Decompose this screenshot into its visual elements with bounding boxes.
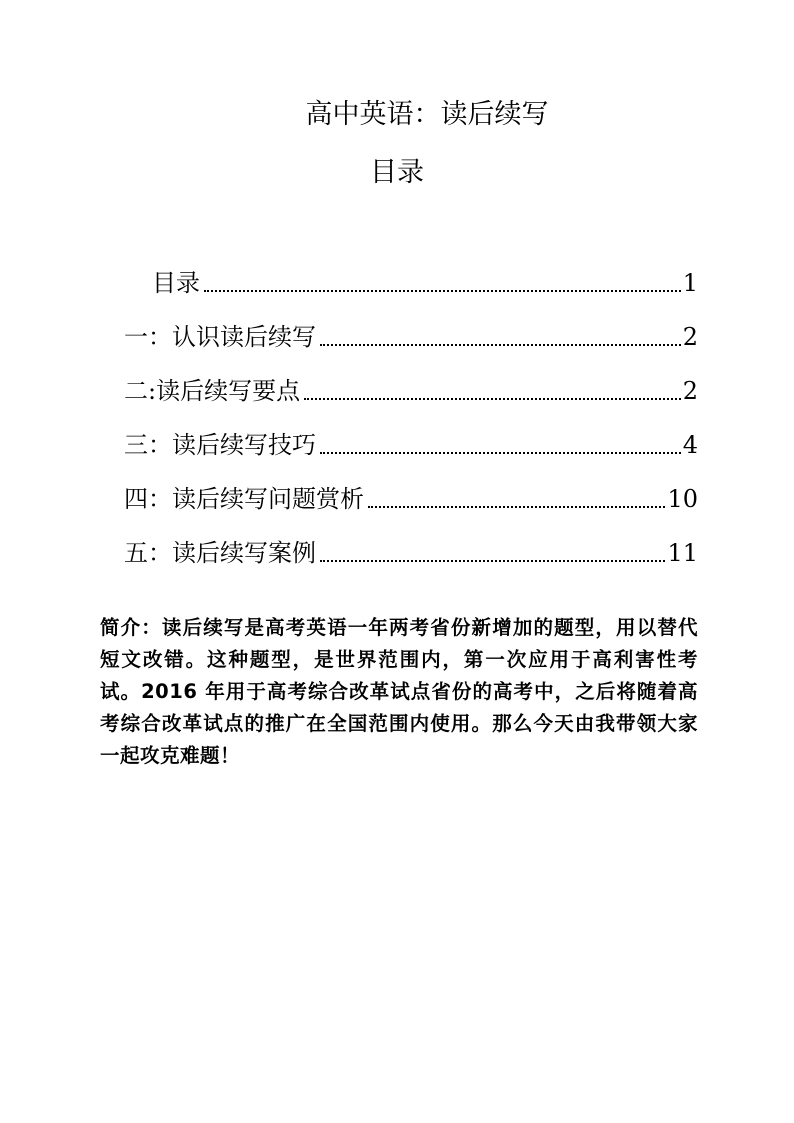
toc-dot-leader [368,505,665,508]
toc-entry-label: 三：读后续写技巧 [124,431,316,459]
toc-entry-contents[interactable] [124,244,698,298]
toc-entry-page: 2 [682,377,698,405]
toc-entry-5[interactable] [124,514,698,568]
toc-entry-1[interactable] [124,298,698,352]
intro-paragraph: 简介：读后续写是高考英语一年两考省份新增加的题型，用以替代短文改错。这种题型，是世界范围内，第一次应用于高利害性考试。2016 年用于高考综合改革试点省份的高考中，之后将随着高考综合改革试点的推广在全国范围内使用。那么今天由我带领大家一起攻克难题！ [100,615,698,767]
toc-dot-leader [320,451,681,454]
document-title: 高中英语：读后续写 [305,99,549,130]
toc-entry-page: 1 [682,269,698,297]
toc-dot-leader [204,289,681,292]
toc-dot-leader [304,397,681,400]
toc-dot-leader [320,343,681,346]
toc-dot-leader [320,559,665,562]
toc-entry-4[interactable] [124,460,698,514]
toc-entry-page: 4 [682,431,698,459]
toc-entry-page: 10 [667,485,698,513]
toc-entry-page: 11 [667,539,698,567]
toc-entry-label: 目录 [152,269,200,297]
toc-entry-page: 2 [682,323,698,351]
toc-entry-label: 一：认识读后续写 [124,323,316,351]
toc-entry-label: 五：读后续写案例 [124,539,316,567]
toc-entry-3[interactable] [124,406,698,460]
toc-entry-label: 四：读后续写问题赏析 [124,485,364,513]
toc-entry-label: 二:读后续写要点 [124,377,301,405]
toc-heading: 目录 [370,157,424,188]
toc-entry-2[interactable] [124,352,698,406]
table-of-contents [124,244,698,568]
